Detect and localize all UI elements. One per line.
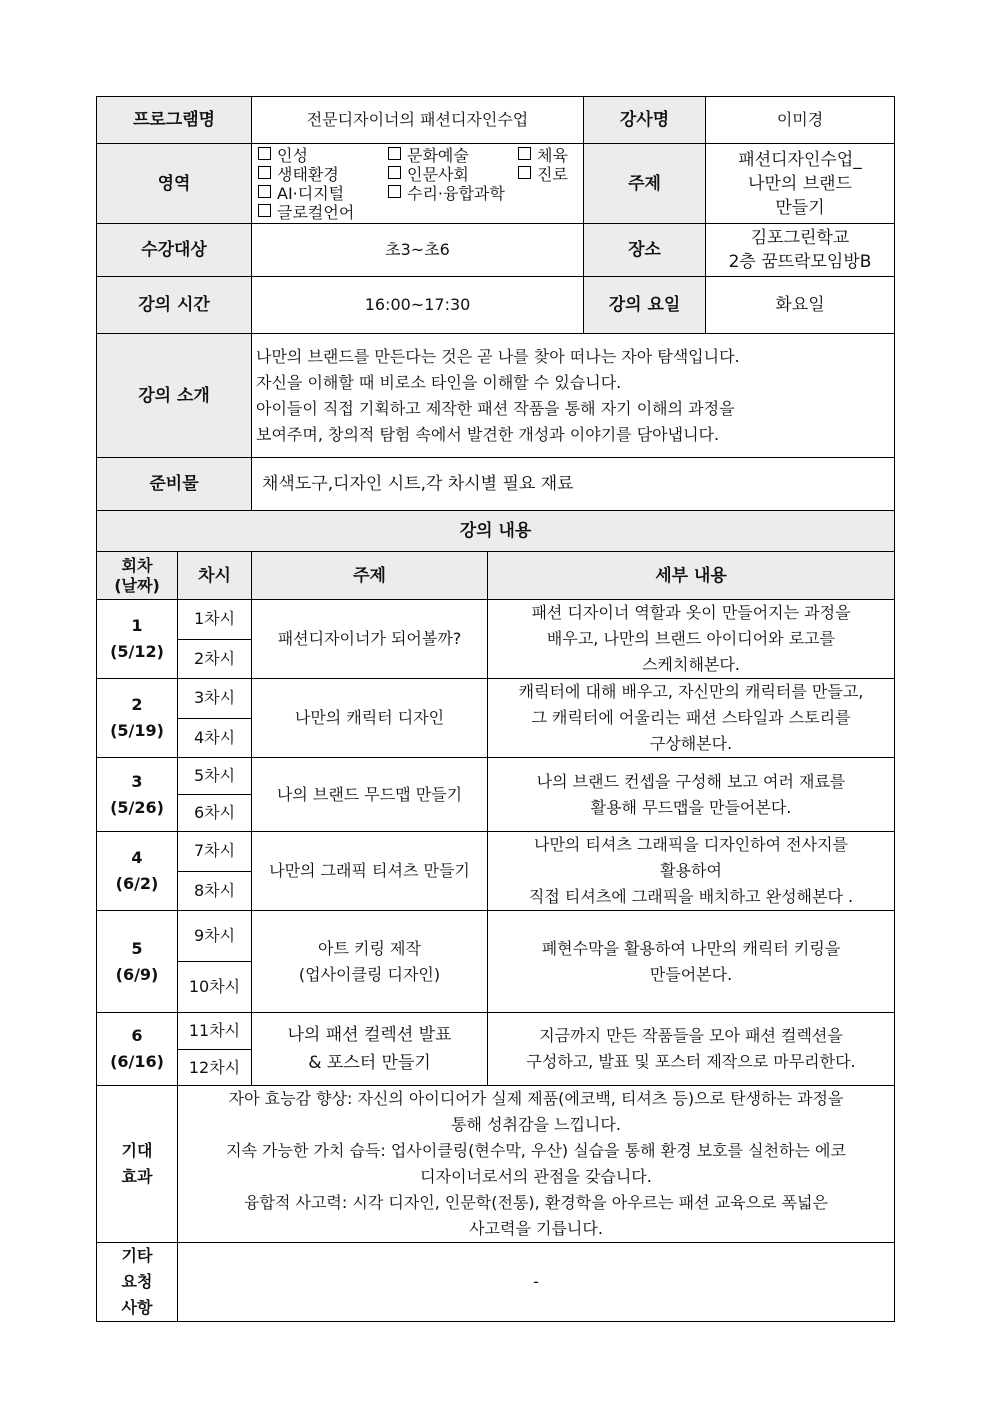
col-header-topic: 주제 bbox=[252, 552, 488, 600]
period-cell: 12차시 bbox=[178, 1050, 252, 1086]
session-topic: 나의 브랜드 무드맵 만들기 bbox=[252, 758, 488, 832]
table-row bbox=[97, 832, 895, 872]
instructor-label: 강사명 bbox=[584, 97, 706, 144]
place-label: 장소 bbox=[584, 224, 706, 277]
time-value: 16:00~17:30 bbox=[252, 277, 584, 334]
area-option[interactable]: 인성 bbox=[258, 146, 388, 165]
instructor-value: 이미경 bbox=[706, 97, 895, 144]
checkbox-icon bbox=[518, 147, 531, 160]
checkbox-icon bbox=[518, 166, 531, 179]
program-form-table bbox=[96, 96, 895, 1322]
session-detail: 패션 디자이너 역할과 옷이 만들어지는 과정을 배우고, 나만의 브랜드 아이디어와 로고를 스케치해본다. bbox=[488, 600, 895, 679]
session-number: 1 (5/12) bbox=[97, 600, 178, 679]
col-header-detail: 세부 내용 bbox=[488, 552, 895, 600]
session-detail: 캐릭터에 대해 배우고, 자신만의 캐릭터를 만들고, 그 캐릭터에 어울리는 패션 스타일과 스토리를 구상해본다. bbox=[488, 679, 895, 758]
table-row bbox=[97, 758, 895, 795]
session-topic: 나의 패션 컬렉션 발표 & 포스터 만들기 bbox=[252, 1013, 488, 1086]
session-detail: 나의 브랜드 컨셉을 구성해 보고 여러 재료를 활용해 무드맵을 만들어본다. bbox=[488, 758, 895, 832]
period-cell: 1차시 bbox=[178, 600, 252, 640]
checkbox-icon bbox=[258, 147, 271, 160]
day-value: 화요일 bbox=[706, 277, 895, 334]
day-label: 강의 요일 bbox=[584, 277, 706, 334]
col-header-session: 회차 (날짜) bbox=[97, 552, 178, 600]
period-cell: 7차시 bbox=[178, 832, 252, 872]
period-cell: 3차시 bbox=[178, 679, 252, 719]
other-requests-label: 기타 요청 사항 bbox=[97, 1243, 178, 1322]
table-row bbox=[97, 1013, 895, 1050]
area-label: 영역 bbox=[97, 144, 252, 224]
table-row bbox=[97, 679, 895, 719]
time-label: 강의 시간 bbox=[97, 277, 252, 334]
session-detail: 나만의 티셔츠 그래픽을 디자인하여 전사지를 활용하여 직접 티셔츠에 그래픽을 배치하고 완성해본다 . bbox=[488, 832, 895, 911]
area-option[interactable]: 글로컬언어 bbox=[258, 203, 388, 222]
topic-value: 패션디자인수업_ 나만의 브랜드 만들기 bbox=[706, 144, 895, 224]
place-value: 김포그린학교 2층 꿈뜨락모임방B bbox=[706, 224, 895, 277]
session-topic: 패션디자이너가 되어볼까? bbox=[252, 600, 488, 679]
period-cell: 5차시 bbox=[178, 758, 252, 795]
session-number: 6 (6/16) bbox=[97, 1013, 178, 1086]
target-label: 수강대상 bbox=[97, 224, 252, 277]
period-cell: 4차시 bbox=[178, 718, 252, 758]
intro-label: 강의 소개 bbox=[97, 334, 252, 458]
session-number: 2 (5/19) bbox=[97, 679, 178, 758]
checkbox-icon bbox=[388, 147, 401, 160]
period-cell: 2차시 bbox=[178, 639, 252, 679]
area-checkbox-group bbox=[252, 144, 584, 224]
session-detail: 지금까지 만든 작품들을 모아 패션 컬렉션을 구성하고, 발표 및 포스터 제작으로 마무리한다. bbox=[488, 1013, 895, 1086]
checkbox-icon bbox=[258, 185, 271, 198]
session-number: 4 (6/2) bbox=[97, 832, 178, 911]
area-option[interactable]: 문화예술 bbox=[388, 146, 518, 165]
period-cell: 9차시 bbox=[178, 911, 252, 962]
area-option[interactable]: 수리·융합과학 bbox=[388, 184, 518, 203]
session-topic: 아트 키링 제작 (업사이클링 디자인) bbox=[252, 911, 488, 1013]
program-name-label: 프로그램명 bbox=[97, 97, 252, 144]
session-topic: 나만의 그래픽 티셔츠 만들기 bbox=[252, 832, 488, 911]
period-cell: 6차시 bbox=[178, 795, 252, 832]
checkbox-icon bbox=[388, 166, 401, 179]
session-topic: 나만의 캐릭터 디자인 bbox=[252, 679, 488, 758]
table-row bbox=[97, 600, 895, 640]
area-option[interactable]: 생태환경 bbox=[258, 165, 388, 184]
materials-label: 준비물 bbox=[97, 458, 252, 511]
checkbox-icon bbox=[258, 204, 271, 217]
area-option[interactable]: 인문사회 bbox=[388, 165, 518, 184]
section-title: 강의 내용 bbox=[97, 511, 895, 552]
area-option[interactable]: AI·디지털 bbox=[258, 184, 388, 203]
materials-value: 채색도구,디자인 시트,각 차시별 필요 재료 bbox=[252, 458, 895, 511]
period-cell: 8차시 bbox=[178, 871, 252, 911]
session-number: 5 (6/9) bbox=[97, 911, 178, 1013]
effects-text: 자아 효능감 향상: 자신의 아이디어가 실제 제품(에코백, 티셔츠 등)으로 탄생하는 과정을 통해 성취감을 느낍니다. 지속 가능한 가치 습득: 업사이클링(현수막, 우산) 실습을 통해 환경 보호를 실천하는 에코 디자이너로서의 관점을 갖습니다. 융합적 사고력: 시각 디자인, 인문학(전통), 환경학을 아우르는 패션 교육으로 폭넓은 사고력을 기릅니다. bbox=[178, 1086, 895, 1243]
area-option[interactable]: 진로 bbox=[518, 165, 578, 184]
session-number: 3 (5/26) bbox=[97, 758, 178, 832]
period-cell: 10차시 bbox=[178, 962, 252, 1013]
effects-label: 기대 효과 bbox=[97, 1086, 178, 1243]
target-value: 초3~초6 bbox=[252, 224, 584, 277]
area-option[interactable]: 체육 bbox=[518, 146, 578, 165]
period-cell: 11차시 bbox=[178, 1013, 252, 1050]
program-name-value: 전문디자이너의 패션디자인수업 bbox=[252, 97, 584, 144]
table-row bbox=[97, 911, 895, 962]
session-detail: 폐현수막을 활용하여 나만의 캐릭터 키링을 만들어본다. bbox=[488, 911, 895, 1013]
other-requests-value: - bbox=[178, 1243, 895, 1322]
checkbox-icon bbox=[388, 185, 401, 198]
checkbox-icon bbox=[258, 166, 271, 179]
col-header-period: 차시 bbox=[178, 552, 252, 600]
topic-label: 주제 bbox=[584, 144, 706, 224]
intro-text: 나만의 브랜드를 만든다는 것은 곧 나를 찾아 떠나는 자아 탐색입니다. 자신을 이해할 때 비로소 타인을 이해할 수 있습니다. 아이들이 직접 기획하고 제작한 패션 작품을 통해 자기 이해의 과정을 보여주며, 창의적 탐험 속에서 발견한 개성과 이야기를 담아냅니다. bbox=[252, 334, 895, 458]
